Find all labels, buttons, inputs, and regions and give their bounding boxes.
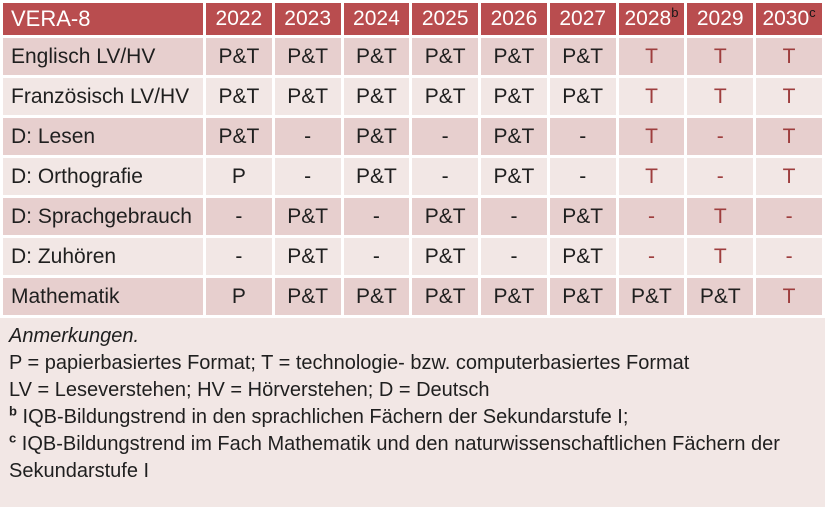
cell: P&T <box>344 118 410 155</box>
cell: P&T <box>344 158 410 195</box>
cell: P&T <box>481 38 547 75</box>
legend-abbreviations: LV = Leseverstehen; HV = Hörverstehen; D = Deutsch <box>9 379 490 401</box>
year-header-2028: 2028$^b$ <box>619 3 685 35</box>
row-label: D: Orthografie <box>3 158 203 195</box>
table-row-d-sprachgebrauch <box>3 198 822 235</box>
cell: P&T <box>412 278 478 315</box>
cell: P&T <box>550 38 616 75</box>
legend-format: P = papierbasiertes Format; T = technologie- bzw. computerbasiertes Format <box>9 352 690 374</box>
year-header-2029: 2029 <box>687 3 753 35</box>
cell: P&T <box>412 198 478 235</box>
cell: P&T <box>206 38 272 75</box>
cell: P&T <box>550 278 616 315</box>
cell: T <box>687 38 753 75</box>
cell: T <box>756 38 822 75</box>
cell: - <box>756 198 822 235</box>
cell: - <box>756 238 822 275</box>
year-header-2026: 2026 <box>481 3 547 35</box>
cell: - <box>412 118 478 155</box>
cell: - <box>344 198 410 235</box>
cell: T <box>619 38 685 75</box>
table-row-d-zuhoeren <box>3 238 822 275</box>
cell: P&T <box>481 158 547 195</box>
cell: P&T <box>412 238 478 275</box>
year-header-2027: 2027 <box>550 3 616 35</box>
footnote-c <box>9 431 816 485</box>
table-title: VERA-8 <box>3 3 203 35</box>
header-row <box>3 3 822 35</box>
table-row-d-lesen <box>3 118 822 155</box>
cell: T <box>619 78 685 115</box>
cell: P&T <box>481 78 547 115</box>
footnote-b <box>9 404 816 431</box>
cell: P&T <box>412 78 478 115</box>
cell: P <box>206 278 272 315</box>
footnote-marker-c: c <box>809 5 816 20</box>
cell: P&T <box>481 118 547 155</box>
year-header-2025: 2025 <box>412 3 478 35</box>
row-label: Französisch LV/HV <box>3 78 203 115</box>
cell: T <box>756 118 822 155</box>
table-row-englisch <box>3 38 822 75</box>
cell: T <box>756 158 822 195</box>
cell: P&T <box>275 278 341 315</box>
notes-heading: Anmerkungen. <box>9 325 140 347</box>
footnote-b-marker: b <box>9 403 17 419</box>
table-row-d-orthografie <box>3 158 822 195</box>
cell: P&T <box>344 78 410 115</box>
cell: P&T <box>206 78 272 115</box>
cell: T <box>687 238 753 275</box>
cell: P&T <box>550 198 616 235</box>
cell: P&T <box>275 238 341 275</box>
cell: - <box>550 158 616 195</box>
cell: P&T <box>619 278 685 315</box>
cell: - <box>275 158 341 195</box>
cell: P&T <box>275 78 341 115</box>
year-header-2030: 2030$^c$ <box>756 3 822 35</box>
cell: P&T <box>206 118 272 155</box>
cell: P&T <box>550 78 616 115</box>
cell: T <box>756 278 822 315</box>
footnote-c-text: IQB-Bildungstrend im Fach Mathematik und den naturwissenschaftlichen Fächern der Sekundarstufe I <box>9 433 780 482</box>
row-label: D: Sprachgebrauch <box>3 198 203 235</box>
row-label: Englisch LV/HV <box>3 38 203 75</box>
cell: T <box>619 118 685 155</box>
cell: P&T <box>550 238 616 275</box>
footnote-c-marker: c <box>9 430 17 446</box>
table-row-franzoesisch <box>3 78 822 115</box>
cell: P&T <box>412 38 478 75</box>
cell: P&T <box>687 278 753 315</box>
footnote-b-text: IQB-Bildungstrend in den sprachlichen Fächern der Sekundarstufe I; <box>22 406 629 428</box>
cell: P&T <box>275 38 341 75</box>
row-label: D: Zuhören <box>3 238 203 275</box>
cell: - <box>619 238 685 275</box>
cell: - <box>550 118 616 155</box>
cell: P&T <box>481 278 547 315</box>
cell: P&T <box>275 198 341 235</box>
cell: - <box>687 118 753 155</box>
cell: - <box>481 198 547 235</box>
cell: - <box>412 158 478 195</box>
cell: - <box>481 238 547 275</box>
row-label: D: Lesen <box>3 118 203 155</box>
notes-section <box>0 318 825 485</box>
cell: - <box>206 198 272 235</box>
cell: - <box>687 158 753 195</box>
cell: - <box>206 238 272 275</box>
cell: P&T <box>344 38 410 75</box>
row-label: Mathematik <box>3 278 203 315</box>
cell: T <box>619 158 685 195</box>
cell: T <box>687 78 753 115</box>
cell: P&T <box>344 278 410 315</box>
cell: - <box>619 198 685 235</box>
footnote-marker-b: b <box>671 5 679 20</box>
cell: - <box>344 238 410 275</box>
table-row-mathematik <box>3 278 822 315</box>
cell: P <box>206 158 272 195</box>
cell: T <box>687 198 753 235</box>
cell: T <box>756 78 822 115</box>
cell: - <box>275 118 341 155</box>
year-header-2024: 2024 <box>344 3 410 35</box>
year-header-2023: 2023 <box>275 3 341 35</box>
year-header-2022: 2022 <box>206 3 272 35</box>
